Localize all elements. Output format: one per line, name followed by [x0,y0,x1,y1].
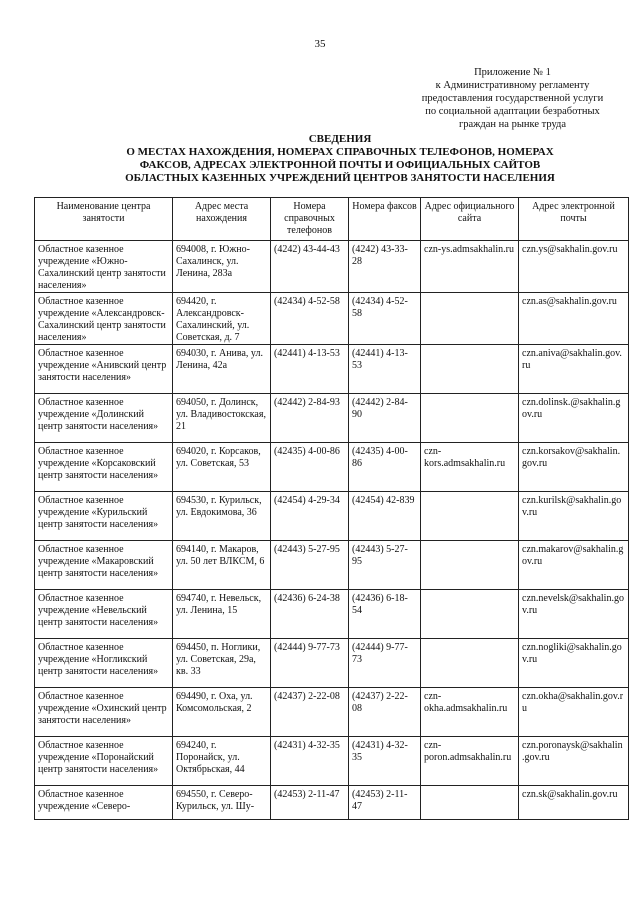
fax-cell: (42435) 4-00-86 [349,443,421,492]
website-cell [421,786,519,820]
center-name-cell: Областное казенное учреждение «Курильский центр занятости населения» [35,492,173,541]
center-name-cell: Областное казенное учреждение «Корсаковский центр занятости населения» [35,443,173,492]
appendix-line: по социальной адаптации безработных [425,106,600,117]
center-name-cell: Областное казенное учреждение «Охинский центр занятости населения» [35,688,173,737]
website-cell [421,394,519,443]
document-heading [100,133,580,185]
website-cell [421,345,519,394]
fax-cell: (42454) 42-839 [349,492,421,541]
address-cell: 694140, г. Макаров, ул. 50 лет ВЛКСМ, 6 [173,541,271,590]
email-cell: czn.aniva@sakhalin.gov.ru [519,345,629,394]
website-cell: czn-poron.admsakhalin.ru [421,737,519,786]
table-row [35,688,629,737]
address-cell: 694008, г. Южно-Сахалинск, ул. Ленина, 283а [173,241,271,293]
phone-cell: (42436) 6-24-38 [271,590,349,639]
column-header: Номера факсов [349,198,421,241]
address-cell: 694550, г. Северо-Курильск, ул. Шу- [173,786,271,820]
heading-line: ОБЛАСТНЫХ КАЗЕННЫХ УЧРЕЖДЕНИЙ ЦЕНТРОВ ЗАНЯТОСТИ НАСЕЛЕНИЯ [125,172,555,184]
table-row [35,443,629,492]
fax-cell: (4242) 43-33-28 [349,241,421,293]
website-cell [421,293,519,345]
table-row [35,639,629,688]
table-row [35,492,629,541]
email-cell: czn.okha@sakhalin.gov.ru [519,688,629,737]
heading-line: СВЕДЕНИЯ [308,133,372,145]
website-cell [421,639,519,688]
fax-cell: (42431) 4-32-35 [349,737,421,786]
table-row [35,786,629,820]
appendix-line: к Административному регламенту [435,80,590,91]
appendix-line: предоставления государственной услуги [421,93,604,104]
address-cell: 694030, г. Анива, ул. Ленина, 42а [173,345,271,394]
employment-centers-table [34,197,629,820]
address-cell: 694050, г. Долинск, ул. Владивостокская, 21 [173,394,271,443]
phone-cell: (4242) 43-44-43 [271,241,349,293]
center-name-cell: Областное казенное учреждение «Долинский центр занятости населения» [35,394,173,443]
email-cell: czn.nevelsk@sakhalin.gov.ru [519,590,629,639]
address-cell: 694240, г. Поронайск, ул. Октябрьская, 44 [173,737,271,786]
page-number: 35 [314,38,326,50]
phone-cell: (42454) 4-29-34 [271,492,349,541]
center-name-cell: Областное казенное учреждение «Макаровский центр занятости населения» [35,541,173,590]
phone-cell: (42442) 2-84-93 [271,394,349,443]
website-cell: czn-okha.admsakhalin.ru [421,688,519,737]
center-name-cell: Областное казенное учреждение «Александровск-Сахалинский центр занятости населения» [35,293,173,345]
table-row [35,293,629,345]
phone-cell: (42435) 4-00-86 [271,443,349,492]
appendix-note [395,66,630,131]
table-header-row [35,198,629,241]
table-row [35,737,629,786]
address-cell: 694490, г. Оха, ул. Комсомольская, 2 [173,688,271,737]
website-cell: czn-kors.admsakhalin.ru [421,443,519,492]
column-header: Наименование центра занятости [35,198,173,241]
address-cell: 694420, г. Александровск-Сахалинский, ул. Советская, д. 7 [173,293,271,345]
email-cell: czn.as@sakhalin.gov.ru [519,293,629,345]
fax-cell: (42441) 4-13-53 [349,345,421,394]
website-cell [421,590,519,639]
phone-cell: (42437) 2-22-08 [271,688,349,737]
email-cell: czn.sk@sakhalin.gov.ru [519,786,629,820]
email-cell: czn.ys@sakhalin.gov.ru [519,241,629,293]
table-row [35,590,629,639]
table-row [35,394,629,443]
fax-cell: (42444) 9-77-73 [349,639,421,688]
fax-cell: (42453) 2-11-47 [349,786,421,820]
email-cell: czn.makarov@sakhalin.gov.ru [519,541,629,590]
column-header: Адрес места нахождения [173,198,271,241]
table-row [35,541,629,590]
column-header: Адрес официального сайта [421,198,519,241]
center-name-cell: Областное казенное учреждение «Южно-Сахалинский центр занятости населения» [35,241,173,293]
appendix-line: граждан на рынке труда [458,119,567,130]
email-cell: czn.nogliki@sakhalin.gov.ru [519,639,629,688]
phone-cell: (42441) 4-13-53 [271,345,349,394]
email-cell: czn.kurilsk@sakhalin.gov.ru [519,492,629,541]
table-row [35,345,629,394]
website-cell: czn-ys.admsakhalin.ru [421,241,519,293]
phone-cell: (42453) 2-11-47 [271,786,349,820]
phone-cell: (42444) 9-77-73 [271,639,349,688]
phone-cell: (42431) 4-32-35 [271,737,349,786]
heading-line: О МЕСТАХ НАХОЖДЕНИЯ, НОМЕРАХ СПРАВОЧНЫХ ТЕЛЕФОНОВ, НОМЕРАХ [126,146,554,158]
column-header: Номера справочных телефонов [271,198,349,241]
fax-cell: (42443) 5-27-95 [349,541,421,590]
website-cell [421,492,519,541]
address-cell: 694530, г. Курильск, ул. Евдокимова, 36 [173,492,271,541]
fax-cell: (42436) 6-18-54 [349,590,421,639]
center-name-cell: Областное казенное учреждение «Поронайский центр занятости населения» [35,737,173,786]
table-row [35,241,629,293]
fax-cell: (42442) 2-84-90 [349,394,421,443]
center-name-cell: Областное казенное учреждение «Невельский центр занятости населения» [35,590,173,639]
email-cell: czn.korsakov@sakhalin.gov.ru [519,443,629,492]
phone-cell: (42443) 5-27-95 [271,541,349,590]
address-cell: 694740, г. Невельск, ул. Ленина, 15 [173,590,271,639]
address-cell: 694450, п. Ноглики, ул. Советская, 29а, кв. 33 [173,639,271,688]
website-cell [421,541,519,590]
phone-cell: (42434) 4-52-58 [271,293,349,345]
address-cell: 694020, г. Корсаков, ул. Советская, 53 [173,443,271,492]
appendix-line: Приложение № 1 [474,67,551,78]
email-cell: czn.dolinsk.@sakhalin.gov.ru [519,394,629,443]
center-name-cell: Областное казенное учреждение «Северо- [35,786,173,820]
fax-cell: (42437) 2-22-08 [349,688,421,737]
column-header: Адрес электронной почты [519,198,629,241]
center-name-cell: Областное казенное учреждение «Анивский центр занятости населения» [35,345,173,394]
center-name-cell: Областное казенное учреждение «Ногликский центр занятости населения» [35,639,173,688]
fax-cell: (42434) 4-52-58 [349,293,421,345]
email-cell: czn.poronaysk@sakhalin.gov.ru [519,737,629,786]
heading-line: ФАКСОВ, АДРЕСАХ ЭЛЕКТРОННОЙ ПОЧТЫ И ОФИЦИАЛЬНЫХ САЙТОВ [139,159,541,171]
